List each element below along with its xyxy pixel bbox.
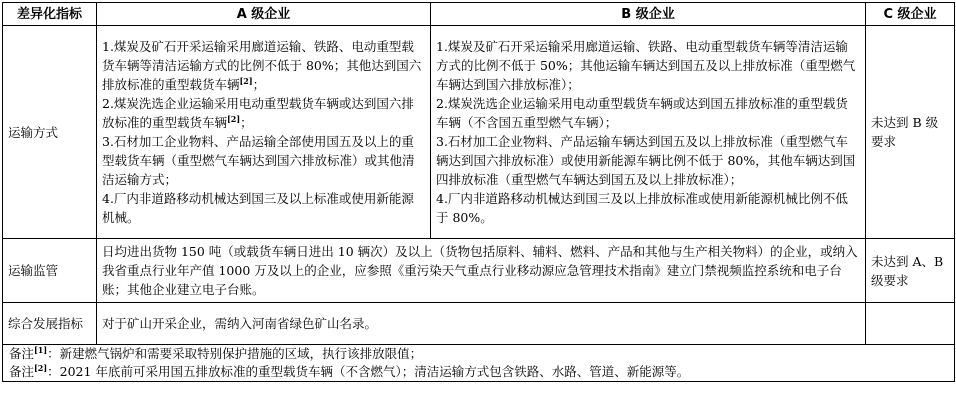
level-b-item: 2.煤炭洗选企业运输采用电动重型载货车辆或达到国五排放标准的重型载货车辆（不含国五重型燃气车辆）；	[436, 96, 848, 130]
level-c-development	[866, 303, 955, 345]
level-b-item: 1.煤炭及矿石开采运输采用廊道运输、铁路、电动重型载货车辆等清洁运输方式的比例不低于 50%；其他运输车辆达到国五及以上排放标准（重型燃气车辆达到国六排放标准）；	[436, 39, 856, 92]
level-a-item: 1.煤炭及矿石开采运输采用廊道运输、铁路、电动重型载货车辆等清洁运输方式的比例不低于 80%；其他达到国六排放标准的重型载货车辆[2]；	[102, 39, 422, 92]
note-2: 备注[2]：2021 年底前可采用国五排放标准的重型载货车辆（不含燃气）；清洁运输方式包含铁路、水路、管道、新能源等。	[9, 362, 690, 379]
level-a-item: 2.煤炭洗选企业运输采用电动重型载货车辆或达到国六排放标准的重型载货车辆[2]；	[102, 96, 414, 130]
level-a-transport-mode	[97, 26, 431, 239]
notes-row	[3, 345, 955, 382]
level-c-transport-monitoring: 未达到 A、B 级要求	[866, 239, 955, 303]
row-label-transport-mode: 运输方式	[3, 26, 97, 239]
level-ab-transport-monitoring: 日均进出货物 150 吨（或载货车辆日进出 10 辆次）及以上（货物包括原料、辅料、燃料、产品和其他与生产相关物料）的企业，或纳入我省重点行业年产值 1000 万及以上的企业，应参照《重污染天气重点行业移动源应急管理技术指南》建立门禁视频监控系统和电子台账；其他企业建立电子台账。	[97, 239, 866, 303]
header-level-b: B 级企业	[431, 3, 866, 26]
row-label-development: 综合发展指标	[3, 303, 97, 345]
row-label-transport-monitoring: 运输监管	[3, 239, 97, 303]
emission-criteria-table	[2, 2, 955, 382]
level-b-item: 4.厂内非道路移动机械达到国三及以上排放标准或使用新能源机械比例不低于 80%。	[436, 191, 848, 225]
table-row-transport-mode	[3, 26, 955, 239]
header-indicator: 差异化指标	[3, 3, 97, 26]
header-row	[3, 3, 955, 26]
note-1: 备注[1]：新建燃气锅炉和需要采取特别保护措施的区域，执行该排放限值；	[9, 344, 423, 361]
header-level-a: A 级企业	[97, 3, 431, 26]
level-b-item: 3.石材加工企业物料、产品运输车辆达到国五及以上排放标准（重型燃气车辆达到国六排放标准）或使用新能源车辆比例不低于 80%，其他车辆达到国四排放标准（重型燃气车辆达到国五及以上排放标准）；	[436, 134, 856, 187]
level-c-transport-mode: 未达到 B 级要求	[866, 26, 955, 239]
level-b-transport-mode	[431, 26, 866, 239]
header-level-c: C 级企业	[866, 3, 955, 26]
level-a-item: 3.石材加工企业物料、产品运输全部使用国五及以上的重型载货车辆（重型燃气车辆达到国六排放标准）或其他清洁运输方式；	[102, 134, 415, 187]
level-a-item: 4.厂内非道路移动机械达到国三及以上标准或使用新能源机械。	[102, 191, 414, 225]
notes-cell	[3, 345, 955, 382]
table-row-development	[3, 303, 955, 345]
level-ab-development: 对于矿山开采企业，需纳入河南省绿色矿山名录。	[97, 303, 866, 345]
table-row-transport-monitoring	[3, 239, 955, 303]
